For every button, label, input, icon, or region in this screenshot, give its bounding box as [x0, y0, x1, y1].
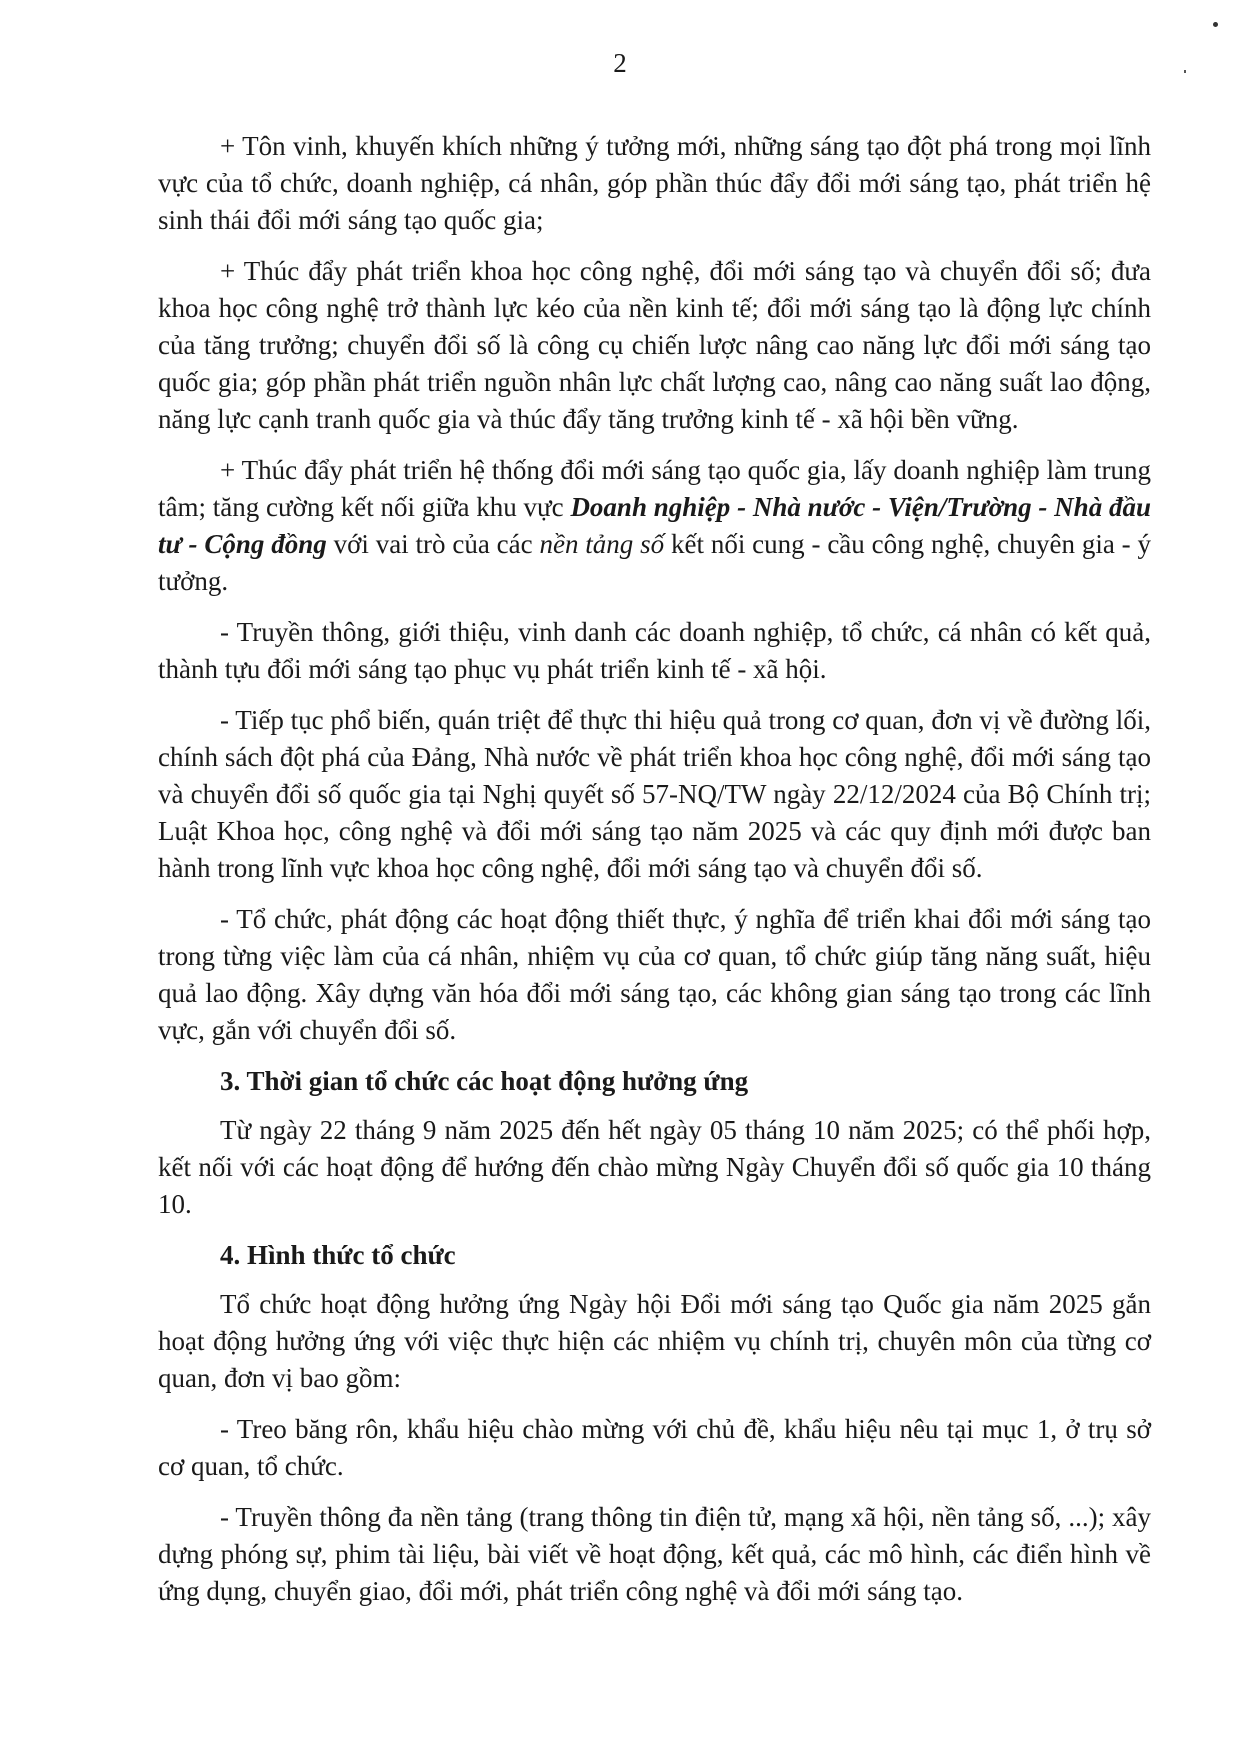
paragraph-innovation-system-part-e: kết nối cung - cầu công nghệ, chuyên gia - ý tưởng.	[158, 529, 1151, 596]
section-heading-3: 3. Thời gian tổ chức các hoạt động hưởng ứng	[220, 1066, 749, 1096]
paragraph-promote-science: + Thúc đẩy phát triển khoa học công nghệ, đổi mới sáng tạo và chuyển đổi số; đưa khoa học công nghệ trở thành lực kéo của nền kinh tế; đổi mới sáng tạo là động lực chính của tăng trưởng; chuyển đổi số là công cụ chiến lược nâng cao năng lực đổi mới sáng tạo quốc gia; góp phần phát triển nguồn nhân lực chất lượng cao, nâng cao năng suất lao động, năng lực cạnh tranh quốc gia và thúc đẩy tăng trưởng kinh tế - xã hội bền vững.	[158, 256, 1151, 434]
paragraph-communication: - Truyền thông, giới thiệu, vinh danh các doanh nghiệp, tổ chức, cá nhân có kết quả, thành tựu đổi mới sáng tạo phục vụ phát triển kinh tế - xã hội.	[158, 617, 1151, 684]
paragraph-organize-activities: - Tổ chức, phát động các hoạt động thiết thực, ý nghĩa để triển khai đổi mới sáng tạo trong từng việc làm của cá nhân, nhiệm vụ của cơ quan, tổ chức giúp tăng năng suất, hiệu quả lao động. Xây dựng văn hóa đổi mới sáng tạo, các không gian sáng tạo trong các lĩnh vực, gắn với chuyển đổi số.	[158, 904, 1151, 1045]
paragraph-timeframe: Từ ngày 22 tháng 9 năm 2025 đến hết ngày 05 tháng 10 năm 2025; có thể phối hợp, kết nối với các hoạt động để hướng đến chào mừng Ngày Chuyển đổi số quốc gia 10 tháng 10.	[158, 1115, 1151, 1219]
scan-mark-dot	[1213, 22, 1218, 27]
paragraph-innovation-system-digital-platforms: nền tảng số	[539, 529, 665, 559]
section-heading-4: 4. Hình thức tổ chức	[220, 1240, 456, 1270]
paragraph-innovation-system-part-c: với vai trò của các	[326, 529, 540, 559]
paragraph-honor-ideas: + Tôn vinh, khuyến khích những ý tưởng mới, những sáng tạo đột phá trong mọi lĩnh vực của tổ chức, doanh nghiệp, cá nhân, góp phần thúc đẩy đổi mới sáng tạo, phát triển hệ sinh thái đổi mới sáng tạo quốc gia;	[158, 131, 1151, 235]
paragraph-innovation-system-part-a: + Thúc đẩy phát triển hệ thống đổi mới sáng tạo quốc gia, lấy doanh nghiệp làm trung tâm; tăng cường kết nối giữa khu vực	[158, 455, 1151, 522]
page-number: 2	[613, 48, 627, 78]
paragraph-multiplatform: - Truyền thông đa nền tảng (trang thông tin điện tử, mạng xã hội, nền tảng số, ...); xây dựng phóng sự, phim tài liệu, bài viết về hoạt động, kết quả, các mô hình, các điển hình về ứng dụng, chuyển giao, đổi mới, phát triển công nghệ và đổi mới sáng tạo.	[158, 1502, 1151, 1606]
document-body	[158, 128, 1151, 1624]
paragraph-innovation-system	[158, 452, 1151, 600]
paragraph-dissemination: - Tiếp tục phổ biến, quán triệt để thực thi hiệu quả trong cơ quan, đơn vị về đường lối, chính sách đột phá của Đảng, Nhà nước về phát triển khoa học công nghệ, đổi mới sáng tạo và chuyển đổi số quốc gia tại Nghị quyết số 57-NQ/TW ngày 22/12/2024 của Bộ Chính trị; Luật Khoa học, công nghệ và đổi mới sáng tạo năm 2025 và các quy định mới được ban hành trong lĩnh vực khoa học công nghệ, đổi mới sáng tạo và chuyển đổi số.	[158, 705, 1151, 883]
paragraph-banners: - Treo băng rôn, khẩu hiệu chào mừng với chủ đề, khẩu hiệu nêu tại mục 1, ở trụ sở cơ quan, tổ chức.	[158, 1414, 1151, 1481]
paragraph-format-intro: Tổ chức hoạt động hưởng ứng Ngày hội Đổi mới sáng tạo Quốc gia năm 2025 gắn hoạt động hưởng ứng với việc thực hiện các nhiệm vụ chính trị, chuyên môn của từng cơ quan, đơn vị bao gồm:	[158, 1289, 1151, 1393]
paragraph-innovation-system-stakeholders: Doanh nghiệp - Nhà nước - Viện/Trường - Nhà đầu tư - Cộng đồng	[158, 492, 1152, 559]
